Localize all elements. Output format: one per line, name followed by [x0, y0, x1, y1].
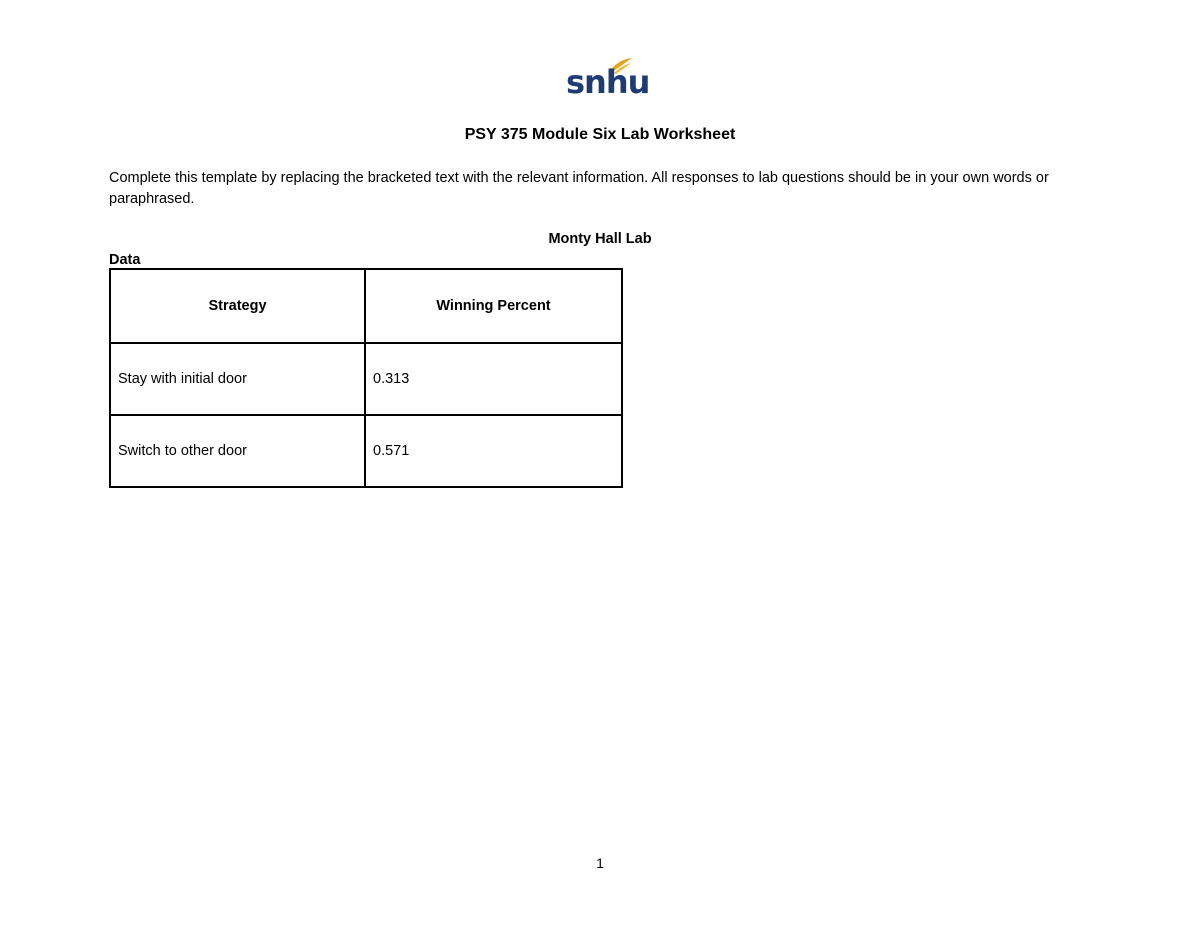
document-title: PSY 375 Module Six Lab Worksheet	[464, 126, 736, 143]
results-table	[109, 268, 623, 488]
header-strategy: Strategy	[110, 269, 365, 343]
snhu-logo	[564, 56, 650, 104]
intro-paragraph: Complete this template by replacing the bracketed text with the relevant information. All responses to lab questions should be in your own words or paraphrased.	[109, 170, 1049, 207]
data-label: Data	[109, 252, 141, 268]
cell-winning-percent: 0.571	[365, 415, 622, 487]
logo-wordmark: snhu	[566, 63, 650, 101]
header-winning-percent: Winning Percent	[365, 269, 622, 343]
cell-strategy: Stay with initial door	[110, 343, 365, 415]
table-row	[110, 343, 622, 415]
section-title: Monty Hall Lab	[548, 231, 652, 247]
table-row	[110, 415, 622, 487]
table-header-row	[110, 269, 622, 343]
page-number: 1	[596, 855, 604, 871]
cell-winning-percent: 0.313	[365, 343, 622, 415]
cell-strategy: Switch to other door	[110, 415, 365, 487]
